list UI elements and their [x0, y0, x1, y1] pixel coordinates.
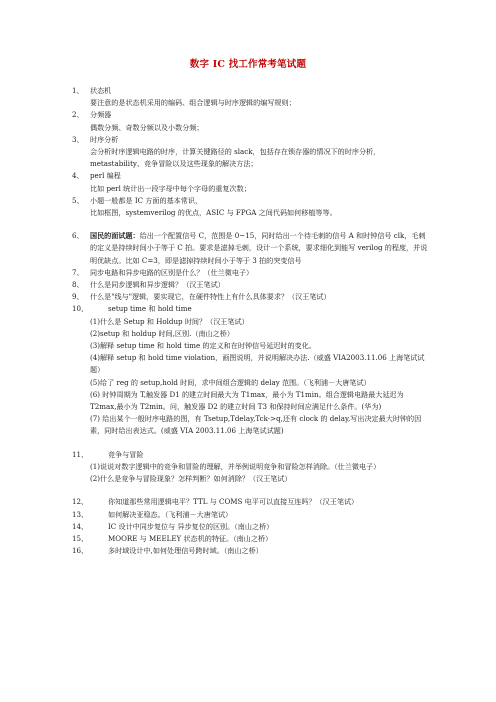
list-item — [72, 545, 428, 557]
list-item — [72, 279, 428, 291]
item-detail: 要注意的是状态机采用的编码、组合逻辑与时序逻辑的编写规则； — [90, 98, 296, 108]
item-text: 分频器 — [90, 110, 112, 120]
list-item — [72, 267, 428, 279]
item-text: 如何解决亚稳态。（飞利浦－大唐笔试） — [108, 509, 233, 519]
list-item — [72, 230, 428, 267]
list-item — [72, 170, 428, 182]
item-number: 11、 — [72, 449, 89, 459]
list-item — [72, 195, 428, 207]
list-item — [72, 521, 428, 533]
item-number: 9、 — [72, 292, 84, 302]
item-number: 3、 — [72, 134, 84, 144]
item-detail: 会分析时序逻辑电路的时序，计算关键路径的 slack，包括存在锁存器的情况下的时序分析，metastability、竞争冒险以及这些现象的解决方法； — [90, 147, 381, 169]
section-gap — [72, 438, 428, 449]
list-item — [72, 449, 428, 461]
item-detail: (1)什么是 Setup 和 Holdup 时间？（汉王笔试） — [90, 316, 249, 326]
item-detail: (1)说说对数字逻辑中的竞争和冒险的理解，并举例说明竞争和冒险怎样消除。（仕兰微电子） — [90, 461, 381, 471]
item-detail: (5)给了 reg 的 setup,hold 时间，求中间组合逻辑的 delay 范围。（飞利浦－大唐笔试） — [90, 377, 371, 387]
item-number: 14、 — [72, 521, 89, 531]
item-text: 状态机 — [90, 86, 112, 95]
item-text: 多时域设计中,如何处理信号跨时域。（南山之桥） — [108, 546, 263, 556]
item-detail: (2)setup 和 holdup 时间,区别.（南山之桥） — [90, 328, 234, 338]
item-number: 12、 — [72, 497, 89, 507]
item-number: 4、 — [72, 171, 84, 181]
list-item — [72, 291, 428, 303]
item-text: 小题一般都是 IC 方面的基本常识， — [90, 195, 203, 205]
item-number: 16、 — [72, 546, 89, 556]
item-bold-lead: 国民的面试题： — [90, 231, 140, 241]
item-text: MOORE 与 MEELEY 状态机的特征。（南山之桥） — [108, 533, 273, 543]
item-number: 2、 — [72, 110, 84, 120]
list-item — [72, 509, 428, 521]
item-text — [90, 230, 428, 267]
item-detail: 比如 perl 统计出一段字母中每个字母的重复次数； — [90, 183, 251, 193]
item-text: 什么是"线与"逻辑，要实现它，在硬件特性上有什么具体要求？（汉王笔试） — [90, 292, 331, 302]
document-title: 数字 IC 找工作常考笔试题 — [189, 59, 307, 70]
item-number: 15、 — [72, 533, 89, 543]
item-detail: (7) 给出某个一般时序电路的图，有 Tsetup,Tdelay,Tck->q,还有 clock 的 delay,写出决定最大时钟的因素，同时给出表达式。(威盛 VIA 2003.11.06 上海笔试试题) — [90, 414, 422, 436]
section-gap — [72, 219, 428, 230]
item-number: 13、 — [72, 509, 89, 519]
item-number: 10、 — [72, 304, 89, 314]
item-text: 竞争与冒险 — [108, 449, 144, 459]
section-gap — [72, 485, 428, 496]
item-number: 6、 — [72, 231, 84, 241]
item-text: 时序分析 — [90, 134, 119, 144]
item-detail: (3)解释 setup time 和 hold time 的定义和在时钟信号延迟时的变化。 — [90, 341, 316, 351]
list-item — [72, 303, 428, 315]
item-detail: (6) 时钟周期为 T,触发器 D1 的建立时间最大为 T1max，最小为 T1min。组合逻辑电路最大延迟为 T2max,最小为 T2min。问，触发器 D2 的建立时间 T3 和保持时间应满足什么条件。(华为) — [90, 389, 404, 412]
item-detail: (4)解释 setup 和 hold time violation，画图说明，并说明解决办法.（威盛 VIA2003.11.06 上海笔试试题） — [90, 353, 425, 375]
item-number: 7、 — [72, 267, 84, 277]
item-text: perl 编程 — [90, 171, 121, 181]
item-detail: (2)什么是竞争与冒险现象？怎样判断？如何消除？（汉王笔试） — [90, 474, 292, 484]
item-text: 什么是同步逻辑和异步逻辑？（汉王笔试） — [90, 280, 225, 290]
item-text: 同步电路和异步电路的区别是什么？（仕兰微电子） — [90, 267, 254, 277]
list-item — [72, 496, 428, 508]
item-text: 你知道那些常用逻辑电平？TTL 与 COMS 电平可以直接互连吗？（汉王笔试） — [108, 497, 359, 507]
item-detail: 比如框图，systemverilog 的优点，ASIC 与 FPGA 之间代码如何移植等等。 — [90, 208, 337, 218]
list-item — [72, 109, 428, 121]
list-item — [72, 533, 428, 545]
item-body: 给出一个配置信号 C，范围是 0~15，同时给出一个待毛刺的信号 A 和时钟信号 clk，毛刺的定义是持续时间小于等于 C 拍。要求是滤掉毛刺，设计一个系统，要求细化到能写 verilog 的程度，并说明优缺点。比如 C=3，即是滤掉持续时间小于等于 3 拍的突变信号 — [90, 231, 428, 265]
list-item — [72, 134, 428, 146]
list-item — [72, 85, 428, 97]
item-detail: 偶数分频、奇数分频以及小数分频； — [90, 122, 204, 132]
item-number: 1、 — [72, 86, 84, 95]
item-number: 5、 — [72, 195, 84, 205]
item-number: 8、 — [72, 280, 84, 290]
item-text: setup time 和 hold time — [108, 304, 192, 314]
item-text: IC 设计中同步复位与 异步复位的区别。（南山之桥） — [108, 521, 274, 531]
document-body — [72, 85, 428, 557]
